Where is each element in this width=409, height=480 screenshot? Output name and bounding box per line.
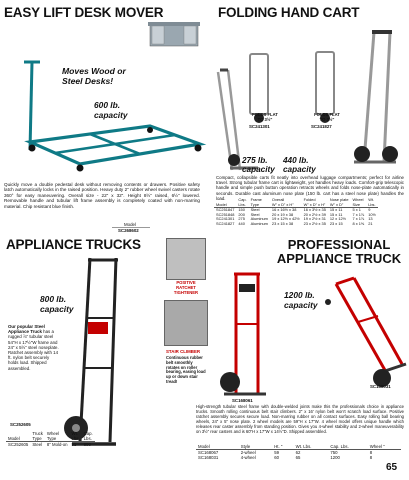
table-row: SC251848 200 Steel 20 x 19 x 38 20 x 2½ x 39 15 x 11 7 x 1⅞ 10½ xyxy=(216,211,376,217)
professional-trucks-illustration xyxy=(206,254,406,404)
folding-cart-left-code: SC241301 xyxy=(249,124,270,129)
folding-cart-description: Compact, collapsible carts fit neatly into overhead luggage compartments; perfect for airline travel. Strong tubular frame cart is lightweight, yet handles heavy loads. Comfort-grip telescopic handle and simple push button operation retracts wheels and folds nose-plate automatically in seconds. Durable cast aluminum nose plate (150 lb. cart has a steel nose plate) handles the load. xyxy=(216,175,404,201)
table-row: SC251847 150 Steel 16 x 16½ x 38 16 x 3½ x 35 15 x 11 5 x 1 9 xyxy=(216,207,371,212)
folding-cart-capacity-right: 440 lb. capacity xyxy=(283,156,316,174)
desk-mover-model-header: Model xyxy=(124,222,136,227)
appliance-trucks-spec-table: Truck Wheel Wt. Cap. Model Type Type Lbs. Lbs. SC252605 Steel 8" Mold-on 51 800 xyxy=(8,431,93,447)
desk-mover-title: EASY LIFT DESK MOVER xyxy=(4,5,164,20)
professional-capacity: 1200 lb. capacity xyxy=(284,290,318,310)
folding-cart-illustrations xyxy=(214,22,404,172)
steel-appliance-truck-illustration xyxy=(58,258,138,458)
folding-cart-right-flat-label: FOLDS FLAT TO 3½" xyxy=(314,112,340,122)
ratchet-callout-photo xyxy=(166,238,206,280)
stair-climber-photo xyxy=(164,300,208,346)
stair-climber-text: Continuous rubber belt smoothly rotates on roller bearing, easing load up or down stair tread! xyxy=(166,355,206,384)
professional-title: PROFESSIONAL APPLIANCE TRUCK xyxy=(276,237,402,266)
appliance-trucks-description: Our popular Steel Appliance Truck has a rugged ⅞" tubular steel 54"H x 17½"W frame and 24" x 5½" steel noseplate. Ratchet assembly with 14 ft. nylon belt securely holds load. Shipped assembled. xyxy=(8,324,59,371)
appliance-trucks-photo-code: SC252605 xyxy=(10,422,31,427)
desk-mover-capacity: 600 lb. capacity xyxy=(94,100,128,120)
ratchet-callout: POSITIVE RATCHET TIGHTENER xyxy=(173,280,199,295)
desk-mover-description: Quickly move a double pedestal desk without removing contents or drawers. Positive safety latch automatically locks in the raised position. Heavy duty 2" rubber wheel swivel casters rotate 360° for easy maneuvering. Overall size - 22" x 32". Height 8½" raised, 6½" lowered. Removable handle and tubular lift frame assembly is completely coated with non-marring material. Chip resistant blue finish. xyxy=(4,182,200,209)
folding-cart-left-flat-label: FOLDS FLAT TO 3½" xyxy=(252,112,278,122)
table-row: SC168031 4-wheel 60 65 1200 8 xyxy=(198,455,373,460)
table-row: SC241827 440 Aluminum 23 x 15 x 38 23 x 2½ x 35 23 x 15 8 x 1⅝ 21 xyxy=(216,220,373,226)
folding-cart-right-code: SC241827 xyxy=(311,124,332,129)
table-row: SC168067 2-wheel 59 62 750 8 xyxy=(198,450,373,455)
appliance-trucks-title: APPLIANCE TRUCKS xyxy=(6,237,141,252)
professional-photo-code-left: SC168061 xyxy=(232,398,253,403)
folding-cart-title: FOLDING HAND CART xyxy=(218,5,360,20)
professional-description: High-strength tubular steel frame with double-welded joints make this the professionals choice in appliance trucks. Smooth rolling continuous belt stair climbers. 2" x 16' nylon belt won't scratch load surface. Positive ratchet assembly secures secure load. Non-marring rubber on all contact surfaces. Easy rolling ball bearing wheels, 24" x 5" nose plate. 2 wheel models are 59"H x 17"W. 4 wheel model offers unique handle which releases rear caster assembly from standing position. Gives you 4-wheel stability and 2-wheel maneuverability on 3½" rear casters and is 60"H x 17"W x 14½"D. Shipped assembled. xyxy=(196,404,404,434)
desk-mover-tagline: Moves Wood or Steel Desks! xyxy=(62,66,126,86)
appliance-trucks-capacity: 800 lb. capacity xyxy=(40,294,74,314)
stair-climber-title: STAIR CLIMBER xyxy=(166,349,201,354)
page-number: 65 xyxy=(386,462,398,473)
folding-cart-capacity-left: 275 lb. capacity xyxy=(242,156,275,174)
professional-spec-table: Model Style Ht. " Wt. Lbs. Cap. Lbs. Wheel " SC168067 2-wheel 59 62 750 8 SC168031 4-wheel 60 65 1200 8 xyxy=(196,444,401,460)
table-row: SC252605 Steel 8" Mold-on 51 800 xyxy=(8,442,91,447)
professional-photo-code-right: SC168031 xyxy=(370,384,391,389)
desk-mover-model: SC268602 xyxy=(118,228,139,233)
table-row: SC241301 275 Aluminum 19 x 12½ x 42½ 19 x 2½ x 31 12 x 12½ 7 x 1⅞ 13 xyxy=(216,216,373,221)
folding-cart-spec-table: Cap. Frame Overall Folded Nose plate Wheel Wt. Model Lbs. Type W" x D" x H" W" x D" x H" W" x D" Size Lbs. SC251847 150 Steel 16 x 16½ x 38 16 x 3½ x 35 15 x 11 5 x 1 9 SC251848 200 Steel 20 x 19 x 38 20 x 2½ x 39 15 x 11 7 x 1⅞ 10½ SC241301 275 Aluminum 19 x 12½ x 42½ 19 x 2½ x 31 12 x 12½ 7 x 1⅞ 13 SC241827 440 Aluminum 23 x 15 x 38 23 x 2½ x 35 23 x 15 8 x 1⅝ 21 xyxy=(216,197,376,226)
